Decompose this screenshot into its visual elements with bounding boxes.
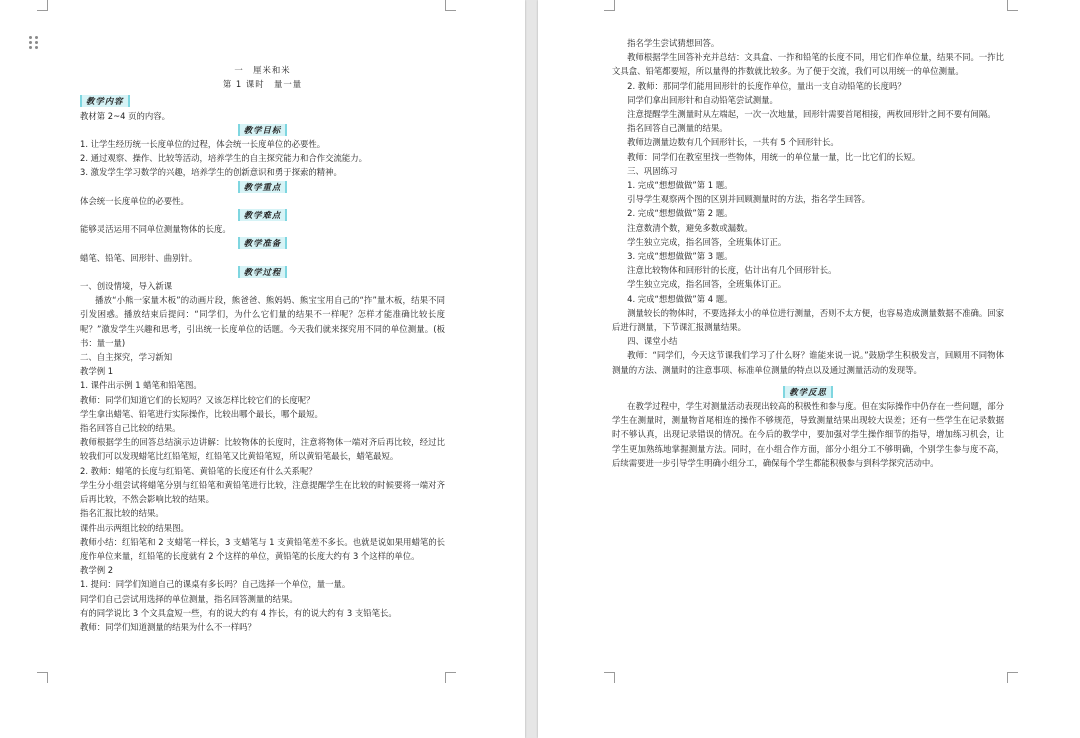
document-page-left	[0, 0, 525, 738]
process-line: 指名回答自己测量的结果。	[627, 123, 728, 134]
process-line: 教师边测量边数有几个回形针长，一共有 5 个回形针长。	[627, 137, 839, 148]
crop-mark-top-left	[37, 0, 48, 11]
process-line: 1. 完成“想想做做”第 1 题。	[627, 180, 733, 191]
objective-item: 2. 通过观察、操作、比较等活动，培养学生的自主探究能力和合作交流能力。	[80, 153, 368, 164]
objective-item: 3. 激发学生学习数学的兴趣，培养学生的创新意识和勇于探索的精神。	[80, 167, 342, 178]
section-header-key-point: 教学重点	[238, 181, 288, 193]
process-line: 2. 教师：蜡笔的长度与红铅笔、黄铅笔的长度还有什么关系呢？	[80, 465, 317, 476]
process-line: 1. 课件出示例 1 蜡笔和铅笔图。	[80, 380, 202, 391]
process-line: 同学们拿出回形针和自动铅笔尝试测量。	[627, 94, 778, 105]
teaching-content-text: 教材第 2~4 页的内容。	[80, 110, 170, 121]
crop-mark-bottom-left	[604, 672, 615, 683]
table-move-handle-icon[interactable]	[29, 36, 39, 48]
process-line: 注意数清个数，避免多数或漏数。	[627, 222, 753, 233]
process-line: 1. 提问：同学们知道自己的课桌有多长吗？自己选择一个单位，量一量。	[80, 579, 351, 590]
example-label: 教学例 1	[80, 366, 114, 377]
crop-mark-top-left	[604, 0, 615, 11]
process-line: 学生独立完成，指名回答，全班集体订正。	[627, 279, 787, 290]
section-header-process: 教学过程	[238, 266, 288, 278]
process-line: 指名汇报比较的结果。	[80, 508, 164, 519]
section-header-preparation: 教学准备	[238, 237, 288, 249]
preparation-text: 蜡笔、铅笔、回形针、曲别针。	[80, 252, 198, 263]
process-line: 4. 完成“想想做做”第 4 题。	[627, 293, 733, 304]
process-line: 指名回答自己比较的结果。	[80, 423, 181, 434]
crop-mark-top-right	[1007, 0, 1018, 11]
example-label: 教学例 2	[80, 565, 114, 576]
process-line: 教师：同学们知道测量的结果为什么不一样吗？	[80, 621, 256, 632]
process-paragraph: 注意提醒学生测量时从左端起，一次一次地量，回形针需要首尾相接，两枚回形针之间不要有间隔。	[627, 109, 996, 120]
section-header-difficulty: 教学难点	[238, 209, 288, 221]
reflection-paragraph: 在教学过程中，学生对测量活动表现出较高的积极性和参与度。但在实际操作中仍存在一些问题，部分学生在测量时，测量物首尾相连的操作不够规范，导致测量结果出现较大误差；还有一些学生在记录数据时不够认真，出现记录错误的情况。在今后的教学中，要加强对学生操作细节的指导，增加练习机会，让学生更加熟练地掌握测量方法。同时，在小组合作方面，部分小组分工不够明确，个别学生参与度不高，后续需要进一步引导学生明确小组分工，确保每个学生都能积极参与到科学探究活动中。	[612, 401, 1004, 468]
crop-mark-bottom-right	[1007, 672, 1018, 683]
process-line: 3. 完成“想想做做”第 3 题。	[627, 251, 733, 262]
process-line: 学生拿出蜡笔、铅笔进行实际操作，比较出哪个最长，哪个最短。	[80, 408, 323, 419]
right-page-content[interactable]	[612, 36, 1004, 470]
process-section-title: 四、课堂小结	[627, 336, 678, 347]
process-line: 2. 教师：那同学们能用回形针的长度作单位，量出一支自动铅笔的长度吗？	[627, 80, 906, 91]
section-header-objectives: 教学目标	[238, 124, 288, 136]
process-line: 引导学生观察两个图的区别并回顾测量时的方法，指名学生回答。	[627, 194, 870, 205]
objective-item: 1. 让学生经历统一长度单位的过程，体会统一长度单位的必要性。	[80, 139, 326, 150]
crop-mark-bottom-right	[445, 672, 456, 683]
left-page-content[interactable]	[80, 63, 445, 634]
process-line: 学生独立完成，指名回答，全班集体订正。	[627, 236, 787, 247]
difficulty-text: 能够灵活运用不同单位测量物体的长度。	[80, 224, 231, 235]
process-line: 2. 完成“想想做做”第 2 题。	[627, 208, 733, 219]
section-header-teaching-content: 教学内容	[80, 95, 130, 107]
process-line: 有的同学说比 3 个文具盒短一些，有的说大约有 4 拃长，有的说大约有 3 支铅笔长。	[80, 607, 397, 618]
process-section-title: 二、自主探究，学习新知	[80, 352, 173, 363]
process-line: 教师：同学们在教室里找一些物体，用统一的单位量一量，比一比它们的长短。	[627, 151, 921, 162]
section-header-reflection: 教学反思	[783, 386, 833, 398]
process-line: 同学们自己尝试用选择的单位测量，指名回答测量的结果。	[80, 593, 298, 604]
crop-mark-top-right	[445, 0, 456, 11]
lesson-title: 第 1 课时 量一量	[222, 79, 303, 90]
process-section-title: 三、巩固练习	[627, 165, 678, 176]
process-paragraph: 教师根据学生回答补充并总结：文具盒、一拃和铅笔的长度不同，用它们作单位量，结果不同。一拃比文具盒、铅笔都要短，所以量得的拃数就比较多。为了便于交流，我们可以用统一的单位测量。	[612, 52, 1004, 77]
process-paragraph: 教师小结：红铅笔和 2 支蜡笔一样长，3 支蜡笔与 1 支黄铅笔差不多长。也就是说如果用蜡笔的长度作单位来量，红铅笔的长度就有 2 个这样的单位，黄铅笔的长度大约有 3 个这样的单位。	[80, 536, 445, 561]
process-paragraph: 测量较长的物体时，不要选择太小的单位进行测量，否则不太方便，也容易造成测量数据不准确。回家后进行测量，下节课汇报测量结果。	[612, 307, 1004, 333]
process-paragraph: 播放“小熊一家量木板”的动画片段，熊爸爸、熊妈妈、熊宝宝用自己的“拃”量木板，结果不同引发困惑。播放结束后提问：“同学们，为什么它们量的结果不一样呢？怎样才能准确比较长度呢？”激发学生兴趣和思考，引出统一长度单位的话题。今天我们就来探究用不同的单位测量。(板书：量一量)	[80, 295, 445, 348]
unit-title: 一 厘米和米	[234, 65, 291, 75]
process-line: 教师：同学们知道它们的长短吗？又该怎样比较它们的长度呢？	[80, 394, 315, 405]
key-point-text: 体会统一长度单位的必要性。	[80, 195, 189, 206]
process-line: 指名学生尝试猜想回答。	[627, 38, 720, 48]
process-paragraph: 教师根据学生的回答总结演示边讲解：比较物体的长度时，注意将物体一端对齐后再比较，经过比较我们可以发现蜡笔比红铅笔短，红铅笔又比黄铅笔短，所以黄铅笔最长，蜡笔最短。	[80, 437, 445, 462]
process-paragraph: 学生分小组尝试将蜡笔分别与红铅笔和黄铅笔进行比较，注意提醒学生在比较的时候要将一端对齐后再比较，不然会影响比较的结果。	[80, 479, 445, 505]
document-page-right	[538, 0, 1080, 738]
crop-mark-bottom-left	[37, 672, 48, 683]
process-section-title: 一、创设情境，导入新课	[80, 281, 173, 292]
process-paragraph: 教师：“同学们，今天这节课我们学习了什么呀？谁能来说一说。”鼓励学生积极发言，回顾用不同物体测量的方法、测量时的注意事项、标准单位测量的特点以及通过测量活动的发现等。	[612, 350, 1004, 375]
process-line: 课件出示两组比较的结果图。	[80, 522, 189, 533]
process-line: 注意比较物体和回形针的长度，估计出有几个回形针长。	[627, 265, 837, 276]
